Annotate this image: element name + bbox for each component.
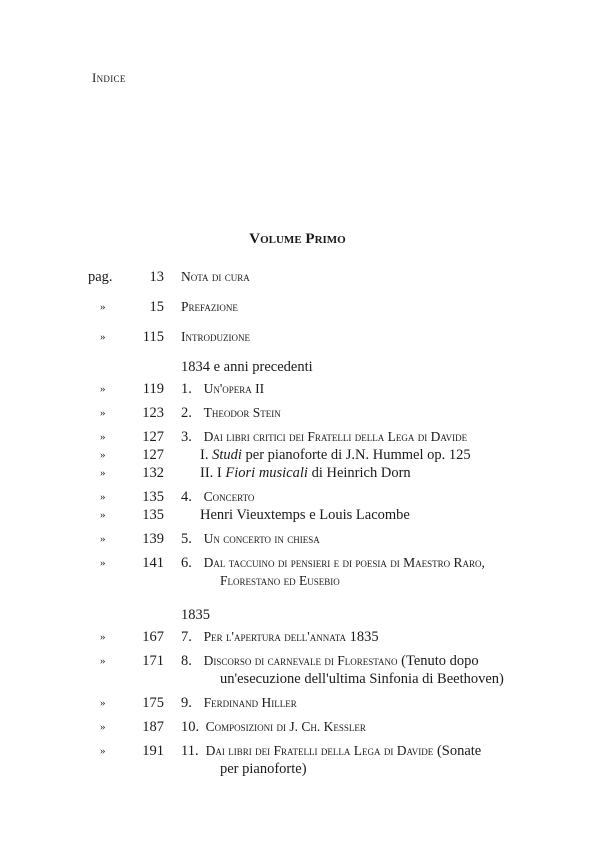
toc-entry-text <box>181 380 595 398</box>
toc-entry-line <box>181 268 515 286</box>
toc-entry-line <box>181 742 515 760</box>
toc-entry-line <box>181 428 515 446</box>
toc-entry <box>0 554 595 590</box>
toc-entry-text <box>181 298 595 316</box>
toc-entry <box>0 298 595 316</box>
toc-entry-line <box>181 488 515 506</box>
toc-text-main: Ferdinand Hiller <box>203 695 297 710</box>
toc-entry-text <box>181 328 595 346</box>
toc-entry <box>0 268 595 286</box>
toc-entry <box>0 464 595 482</box>
toc-text-main: Dai libri dei Fratelli della Lega di Davide <box>205 743 434 758</box>
toc-page-number: 15 <box>149 299 164 315</box>
toc-entry-number: 5. <box>181 531 192 547</box>
toc-text-main: Theodor Stein <box>203 405 281 420</box>
toc-page-number: 132 <box>142 465 164 481</box>
toc-entry-line <box>181 464 515 482</box>
toc-page-number: 135 <box>142 489 164 505</box>
toc-entry-line <box>181 298 515 316</box>
toc-entry-line <box>181 380 515 398</box>
toc-entry-number: 2. <box>181 405 192 421</box>
toc-page-number: 187 <box>142 719 164 735</box>
toc-page-marker: » <box>100 467 106 479</box>
toc-text-main: Introduzione <box>181 329 250 344</box>
toc-entry-line <box>181 652 515 670</box>
toc-entry <box>0 530 595 548</box>
toc-text-main: Un'opera II <box>203 381 265 396</box>
toc-page-marker: » <box>100 407 106 419</box>
toc-text-main: di Heinrich Dorn <box>307 465 411 481</box>
toc-entry <box>0 694 595 712</box>
toc-entry-number: 11. <box>181 743 199 759</box>
toc-entry <box>0 428 595 446</box>
toc-text-main: Dal taccuino di pensieri e di poesia di Maestro Raro, <box>203 555 485 570</box>
toc-page-marker: » <box>100 383 106 395</box>
toc-entry <box>0 380 595 398</box>
toc-page-marker: » <box>100 491 106 503</box>
toc-page-marker: » <box>100 449 106 461</box>
toc-page-marker: » <box>100 331 106 343</box>
toc-entry-number: 10. <box>181 719 200 735</box>
toc-entry <box>0 488 595 506</box>
toc-entry <box>0 404 595 422</box>
toc-entry-text <box>181 446 595 464</box>
toc-page-number: 115 <box>142 329 164 345</box>
toc-entry <box>0 718 595 736</box>
toc-text-main: Dai libri critici dei Fratelli della Lega di Davide <box>203 429 468 444</box>
volume-title: Volume Primo <box>249 231 346 247</box>
toc-entry-number: 9. <box>181 695 192 711</box>
toc-entry <box>0 742 595 778</box>
toc-page-number: 141 <box>142 555 164 571</box>
toc-entry <box>0 652 595 688</box>
toc-page-marker: » <box>100 431 106 443</box>
toc-entry-line <box>181 718 515 736</box>
toc-page-number: 127 <box>142 429 164 445</box>
toc-entry-continuation: Florestano ed Eusebio <box>220 573 340 588</box>
toc-page-marker: » <box>100 745 106 757</box>
page-header: Indice <box>92 70 126 85</box>
toc-page-marker: » <box>100 533 106 545</box>
toc-page-number: 175 <box>142 695 164 711</box>
toc-entry-number: 6. <box>181 555 192 571</box>
toc-entry-text <box>181 428 595 446</box>
toc-text-italic: Fiori musicali <box>225 465 308 481</box>
toc-page-marker: » <box>100 721 106 733</box>
toc-page-marker: » <box>100 509 106 521</box>
toc-page-number: 191 <box>142 743 164 759</box>
toc-text-main: Henri Vieuxtemps e Louis Lacombe <box>200 507 410 523</box>
toc-entry-text <box>181 652 595 688</box>
toc-entry-line <box>181 694 515 712</box>
toc-section-heading: 1834 e anni precedenti <box>181 359 313 375</box>
toc-entry-text <box>181 554 595 590</box>
toc-page-number: 123 <box>142 405 164 421</box>
toc-entry-number: 7. <box>181 629 192 645</box>
toc-text-italic: Studi <box>212 447 242 463</box>
toc-entry-line <box>181 628 515 646</box>
toc-entry-text <box>181 694 595 712</box>
toc-entry-text <box>181 628 595 646</box>
toc-text-main: Nota di cura <box>181 269 250 284</box>
toc-entry-number: 3. <box>181 429 192 445</box>
table-of-contents <box>0 268 595 778</box>
toc-page-marker: » <box>100 301 106 313</box>
toc-page-number: 135 <box>142 507 164 523</box>
toc-entry-line <box>181 328 515 346</box>
toc-text-main: Prefazione <box>181 299 238 314</box>
toc-text-tail: (Tenuto dopo <box>397 653 479 669</box>
toc-entry-text <box>181 718 595 736</box>
toc-text-main: Discorso di carnevale di Florestano <box>203 653 398 668</box>
toc-text-tail: 1835 <box>345 629 379 645</box>
toc-entry-text <box>181 268 595 286</box>
toc-entry-text <box>181 530 595 548</box>
toc-entry-number: 8. <box>181 653 192 669</box>
toc-text-tail: J. Ch. Kessler <box>286 719 366 734</box>
toc-entry-line <box>181 404 515 422</box>
toc-page-number: 139 <box>142 531 164 547</box>
toc-entry-line <box>181 530 515 548</box>
toc-section-heading: 1835 <box>181 607 210 623</box>
toc-entry-number: 4. <box>181 489 192 505</box>
toc-text-main: per pianoforte di J.N. Hummel op. 125 <box>241 447 471 463</box>
toc-page-number: 119 <box>142 381 164 397</box>
toc-text-main: Composizioni di <box>205 719 287 734</box>
toc-page-number: 127 <box>142 447 164 463</box>
toc-page-number: 167 <box>142 629 164 645</box>
toc-entry-text <box>181 464 595 482</box>
toc-sub-number: I. <box>200 447 209 463</box>
toc-text-tail: (Sonate <box>433 743 482 759</box>
toc-text-main: Per l'apertura dell'annata <box>203 629 346 644</box>
toc-entry-number: 1. <box>181 381 192 397</box>
toc-entry <box>0 446 595 464</box>
toc-entry <box>0 506 595 524</box>
toc-entry-continuation: per pianoforte) <box>220 761 307 777</box>
toc-entry-text <box>181 404 595 422</box>
toc-entry <box>0 628 595 646</box>
toc-page-marker: » <box>100 631 106 643</box>
toc-text-prefix: I <box>216 465 226 481</box>
toc-sub-number: II. <box>200 465 214 481</box>
toc-entry-text <box>181 488 595 506</box>
toc-entry <box>0 328 595 346</box>
toc-entry-line <box>181 506 515 524</box>
toc-text-main: Concerto <box>203 489 255 504</box>
toc-entry-line <box>181 554 515 572</box>
toc-page-number: 13 <box>149 269 164 285</box>
toc-page-marker: pag. <box>88 269 113 285</box>
toc-entry-text <box>181 506 595 524</box>
toc-entry-continuation: un'esecuzione dell'ultima Sinfonia di Beethoven) <box>220 671 504 687</box>
toc-entry-line <box>181 446 515 464</box>
toc-page-marker: » <box>100 655 106 667</box>
toc-page-marker: » <box>100 557 106 569</box>
toc-page-number: 171 <box>142 653 164 669</box>
toc-entry-text <box>181 742 595 778</box>
toc-page-marker: » <box>100 697 106 709</box>
toc-text-main: Un concerto in chiesa <box>203 531 320 546</box>
